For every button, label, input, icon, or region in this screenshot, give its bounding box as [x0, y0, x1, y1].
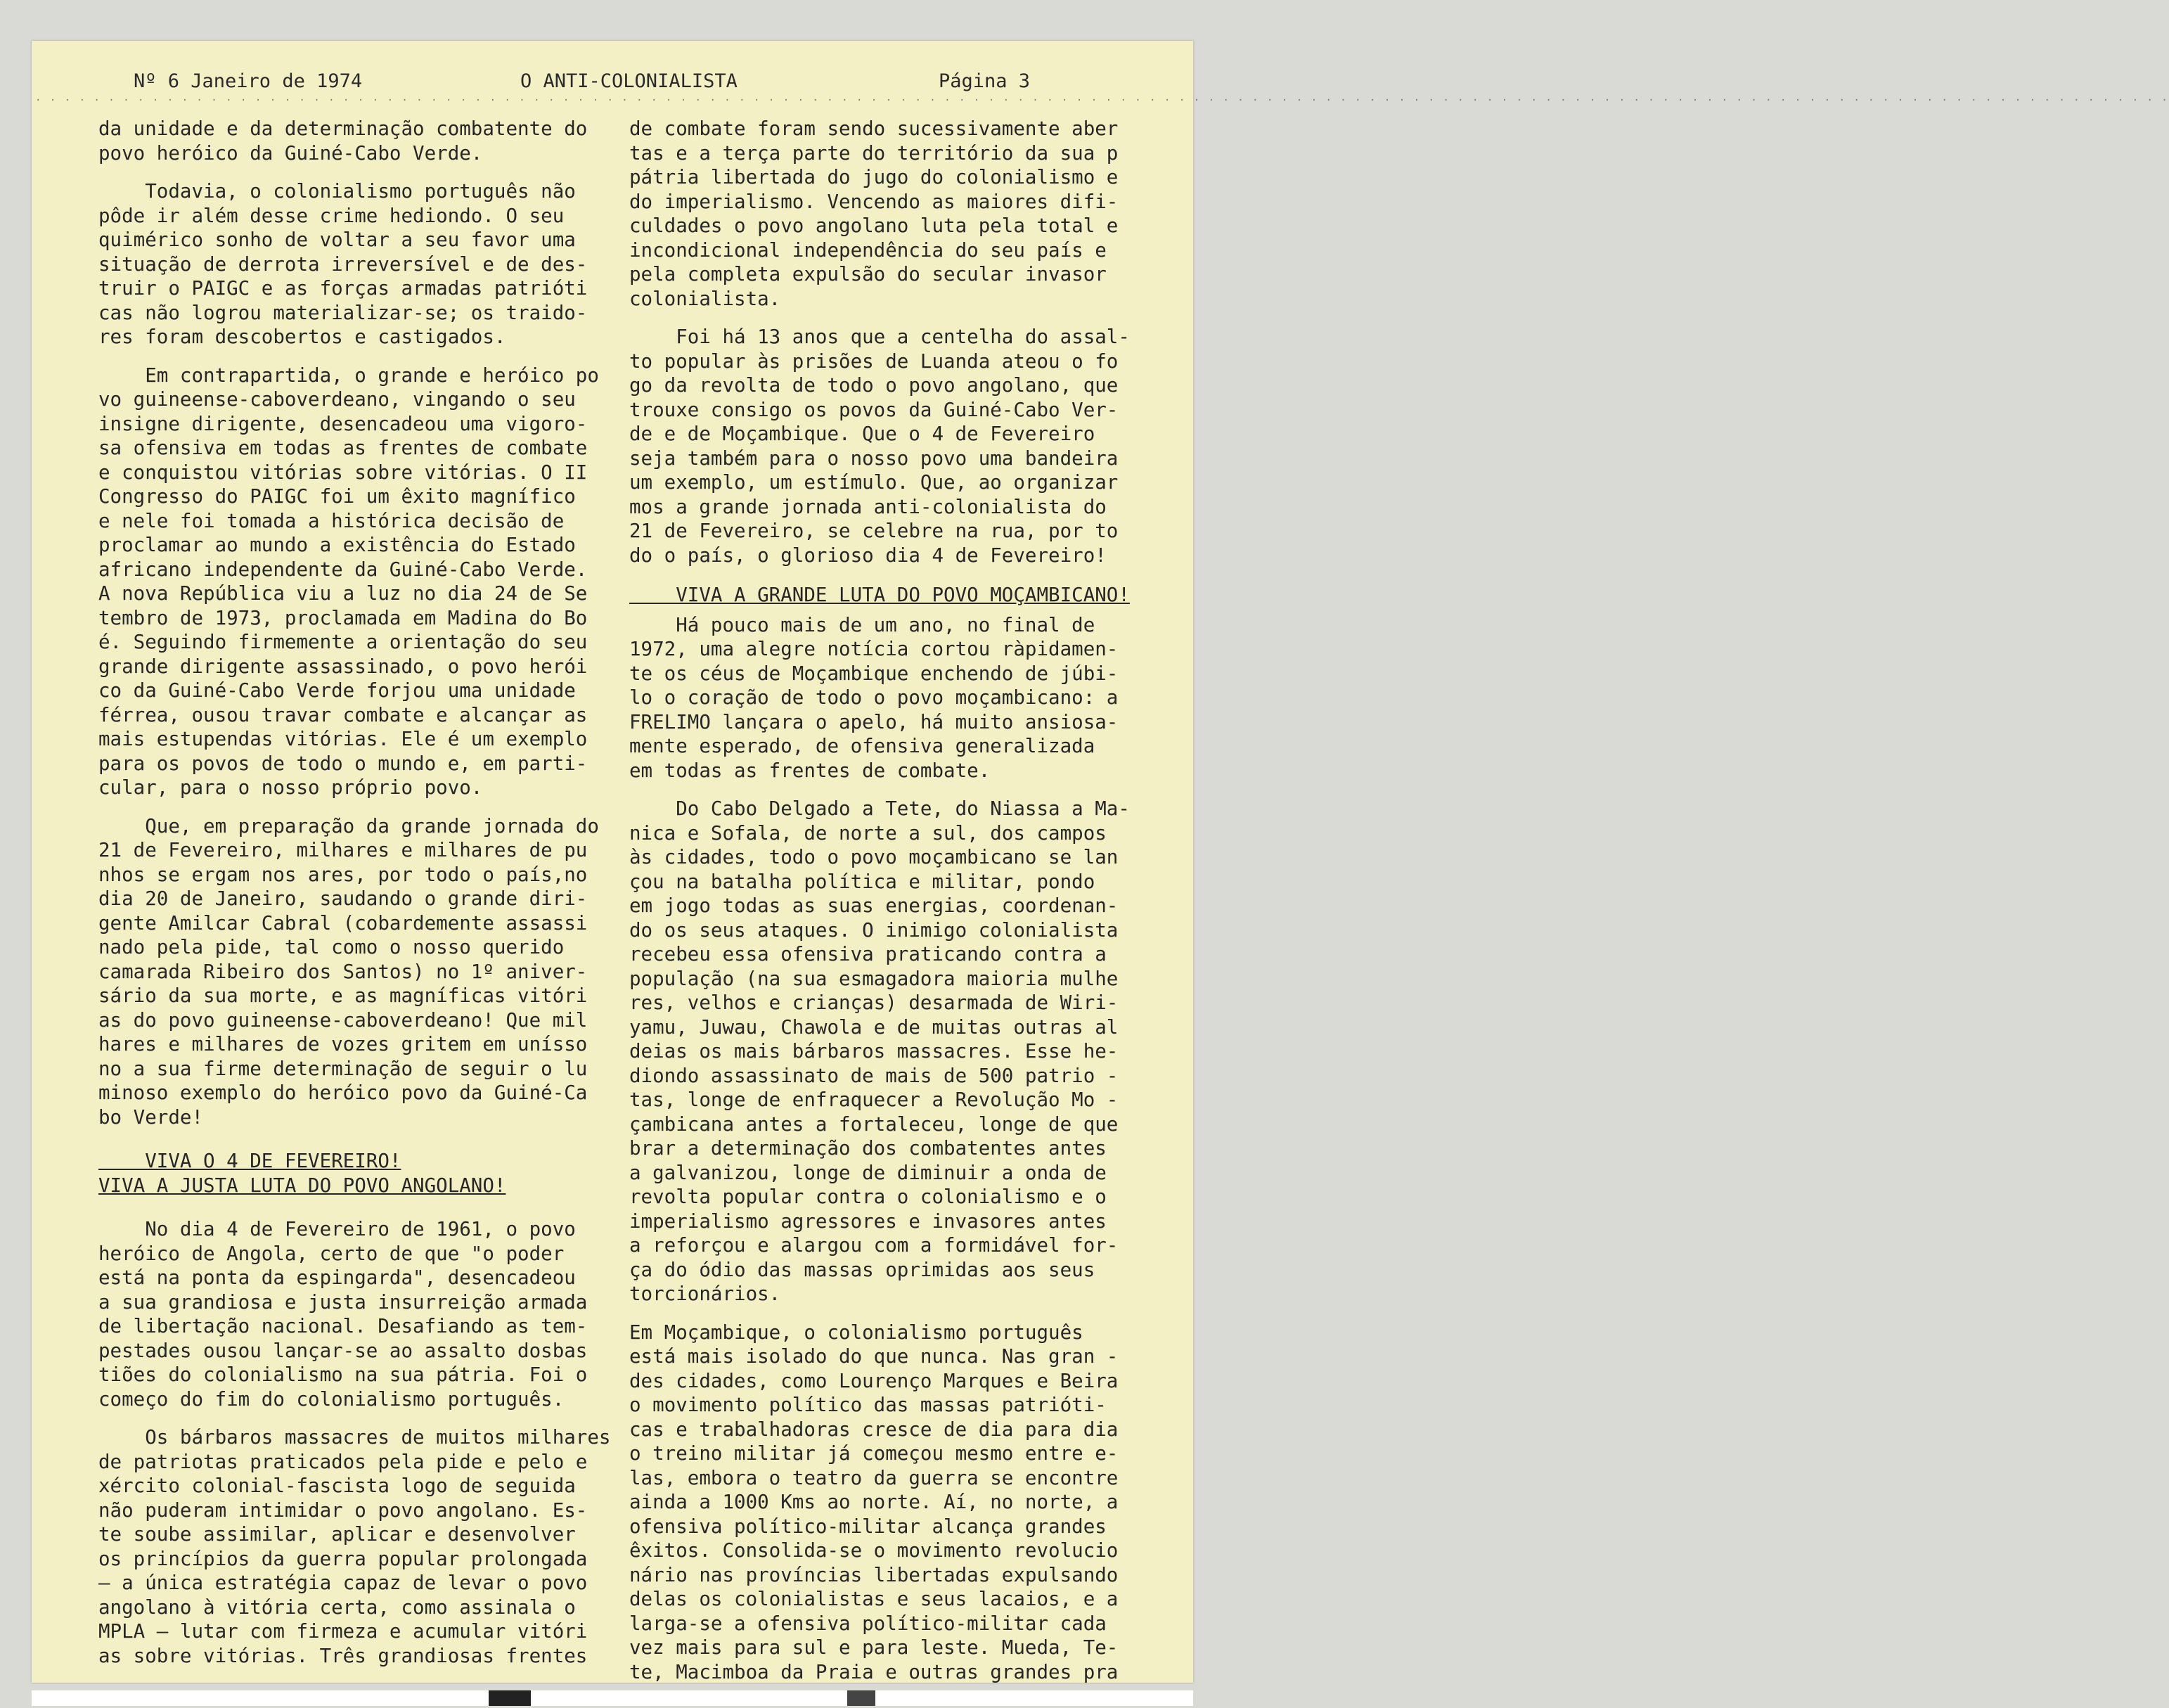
text-line: ofensiva político-militar alcança grandes [629, 1515, 1107, 1538]
text-line: heróico de Angola, certo de que "o poder [98, 1242, 565, 1265]
text-line: da unidade e da determinação combatente do [98, 117, 588, 140]
paragraph-gap [629, 783, 1164, 797]
text-line: las, embora o teatro da guerra se encontre [629, 1466, 1119, 1489]
section-heading: VIVA A JUSTA LUTA DO POVO ANGOLANO! [98, 1174, 506, 1197]
text-line: o treino militar já começou mesmo entre e- [629, 1442, 1119, 1465]
text-line: 21 de Fevereiro, se celebre na rua, por to [629, 520, 1119, 542]
text-line: 1972, uma alegre notícia cortou ràpidamen- [629, 638, 1119, 660]
text-line: o movimento político das massas patrióti- [629, 1394, 1107, 1416]
text-line: No dia 4 de Fevereiro de 1961, o povo [98, 1218, 576, 1240]
text-line: revolta popular contra o colonialismo e o [629, 1186, 1107, 1208]
section-gap [98, 1129, 633, 1149]
text-line: go da revolta de todo o povo angolano, que [629, 374, 1119, 397]
text-line: de e de Moçambique. Que o 4 de Fevereiro [629, 423, 1095, 445]
text-line: xército colonial-fascista logo de seguida [98, 1475, 576, 1497]
color-scale-bar [32, 1690, 1193, 1706]
text-line: 21 de Fevereiro, milhares e milhares de pu [98, 839, 588, 861]
text-line: camarada Ribeiro dos Santos) no 1º aniver- [98, 960, 588, 983]
text-line: a reforçou e alargou com a formidável for- [629, 1234, 1119, 1257]
text-line: imperialismo agressores e invasores antes [629, 1209, 1107, 1233]
paragraph-gap [629, 1306, 1164, 1321]
text-line: tas e a terça parte do território da sua p [629, 141, 1119, 165]
text-line: um exemplo, um estímulo. Que, ao organizar [629, 471, 1119, 494]
text-line: te, Macimboa da Praia e outras grandes pra [629, 1660, 1119, 1683]
text-line: os princípios da guerra popular prolongada [98, 1547, 588, 1570]
section-gap [629, 567, 1164, 583]
text-line: a sua grandiosa e justa insurreição armada [98, 1290, 588, 1314]
text-line: do os seus ataques. O inimigo colonialista [629, 918, 1119, 942]
text-line: recebeu essa ofensiva praticando contra a [629, 943, 1107, 965]
text-line: cular, para o nosso próprio povo. [98, 776, 483, 799]
text-line: larga-se a ofensiva político-militar cada [629, 1612, 1107, 1635]
text-line: pôde ir além desse crime hediondo. O seu [98, 204, 565, 227]
text-line: bo Verde! [98, 1105, 204, 1129]
text-line: as do povo guineense-caboverdeano! Que mil [98, 1008, 588, 1032]
text-line: gente Amilcar Cabral (cobardemente assassi [98, 911, 588, 935]
text-line: sário da sua morte, e as magníficas vitóri [98, 984, 588, 1007]
text-line: dia 20 de Janeiro, saudando o grande diri- [98, 887, 588, 910]
text-line: começo do fim do colonialismo português. [98, 1387, 565, 1411]
text-line: africano independente da Guiné-Cabo Verde. [98, 558, 588, 581]
text-line: çambicana antes a fortaleceu, longe de que [629, 1112, 1119, 1136]
text-line: insigne dirigente, desencadeou uma vigoro- [98, 412, 588, 435]
text-line: diondo assassinato de mais de 500 patrio - [629, 1064, 1119, 1087]
text-line: Todavia, o colonialismo português não [98, 180, 576, 203]
text-line: deias os mais bárbaros massacres. Esse he- [629, 1040, 1119, 1062]
text-line: está mais isolado do que nunca. Nas gran - [629, 1345, 1119, 1368]
text-line: pestades ousou lançar-se ao assalto dosbas [98, 1339, 588, 1362]
text-line: é. Seguindo firmemente a orientação do seu [98, 631, 588, 653]
text-line: Foi há 13 anos que a centelha do assal- [629, 326, 1130, 348]
text-line: te soube assimilar, aplicar e desenvolver [98, 1523, 576, 1546]
text-line: em jogo todas as suas energias, coordenan- [629, 894, 1119, 917]
text-line: ça do ódio das massas oprimidas aos seus [629, 1258, 1095, 1281]
text-line: grande dirigente assassinado, o povo herói [98, 655, 588, 678]
text-line: lo o coração de todo o povo moçambicano: a [629, 686, 1119, 709]
text-line: Do Cabo Delgado a Tete, do Niassa a Ma- [629, 797, 1130, 820]
right-column [629, 117, 1164, 1684]
text-line: A nova República viu a luz no dia 24 de Se [98, 582, 588, 605]
text-line: do imperialismo. Vencendo as maiores difi- [629, 190, 1119, 213]
text-line: te os céus de Moçambique enchendo de júbi- [629, 662, 1119, 685]
text-line: Em contrapartida, o grande e heróico po [98, 364, 599, 387]
text-line: cas não logrou materializar-se; os traido- [98, 301, 588, 324]
paragraph-gap [98, 165, 633, 179]
text-line: hares e milhares de vozes gritem em uníssо [98, 1033, 588, 1055]
text-line: des cidades, como Lourenço Marques e Beira [629, 1369, 1119, 1392]
text-line: cas e trabalhadoras cresce de dia para dia [629, 1418, 1119, 1441]
text-line: colonialista. [629, 287, 781, 310]
text-line: seja também para o nosso povo uma bandeira [629, 447, 1119, 470]
text-line: minoso exemplo do heróico povo da Guiné-Ca [98, 1081, 588, 1104]
text-line: sa ofensiva em todas as frentes de combate [98, 437, 588, 459]
paragraph-gap [98, 349, 633, 364]
text-line: proclamar ao mundo a existência do Estado [98, 534, 576, 556]
text-line: situação de derrota irreversível e de des- [98, 252, 588, 276]
text-line: incondicional independência do seu país e [629, 238, 1107, 262]
text-line: e nele foi tomada a histórica decisão de [98, 509, 565, 532]
text-line: nica e Sofala, de norte a sul, dos campos [629, 821, 1107, 845]
text-line: pela completa expulsão do secular invasor [629, 263, 1107, 285]
text-line: mos a grande jornada anti-colonialista do [629, 495, 1107, 518]
text-line: brar a determinação dos combatentes antes [629, 1137, 1107, 1160]
text-line: de libertação nacional. Desafiando as tem- [98, 1315, 588, 1337]
text-line: nado pela pide, tal como o nosso querido [98, 936, 565, 958]
text-line: do o país, o glorioso dia 4 de Fevereiro! [629, 544, 1107, 567]
header-rule: · · · · · · · · · · · · · · · · · · · · · · · · · · · · · · · · · · · · · · · · · · · · · · · · · · · · · · · · · · · · · · · · · · · · · · · · · · · · · · · · · · · · · · · · · · · · · · · · · · · · · · · · · · · · · · · · · · · · · · · · · · · · · · · · · · · · · · · · · · · · · · · · · · [35, 95, 2169, 106]
left-column [98, 117, 633, 1668]
section-heading: VIVA A GRANDE LUTA DO POVO MOÇAMBICANO! [629, 584, 1130, 606]
text-line: êxitos. Consolida-se o movimento revolucio [629, 1539, 1119, 1562]
text-line: Congresso do PAIGC foi um êxito magnífico [98, 485, 576, 508]
text-line: tiões do colonialismo na sua pátria. Foi o [98, 1363, 588, 1386]
paragraph-gap [629, 311, 1164, 325]
text-line: a galvanizou, longe de diminuir a onda de [629, 1161, 1107, 1184]
text-line: tembro de 1973, proclamada em Madina do Bo [98, 606, 588, 629]
page-number: Página 3 [939, 70, 1031, 92]
text-line: férrea, ousou travar combate e alcançar as [98, 703, 588, 726]
text-line: tas, longe de enfraquecer a Revolução Mo - [629, 1089, 1119, 1111]
text-line: res foram descobertos e castigados. [98, 326, 506, 348]
text-line: angolano à vitória certa, como assinala o [98, 1595, 576, 1619]
text-line: pátria libertada do jugo do colonialismo e [629, 166, 1119, 188]
text-line: — a única estratégia capaz de levar o povo [98, 1572, 588, 1594]
text-line: nário nas províncias libertadas expulsando [629, 1563, 1119, 1586]
text-line: Há pouco mais de um ano, no final de [629, 613, 1095, 636]
text-line: as sobre vitórias. Três grandiosas frentes [98, 1644, 588, 1667]
text-line: to popular às prisões de Luanda ateou o fo [629, 349, 1119, 373]
text-line: Que, em preparação da grande jornada do [98, 814, 599, 837]
text-line: trouxe consigo os povos da Guiné-Cabo Ver- [629, 398, 1119, 421]
text-line: delas os colonialistas e seus lacaios, e a [629, 1588, 1119, 1610]
text-line: de patriotas praticados pela pide e pelo e [98, 1450, 588, 1473]
text-line: Em Moçambique, o colonialismo português [629, 1321, 1083, 1344]
text-line: está na ponta da espingarda", desencadeou [98, 1266, 576, 1289]
text-line: Os bárbaros massacres de muitos milhares [98, 1426, 611, 1449]
section-gap [629, 608, 1164, 613]
text-line: ainda a 1000 Kms ao norte. Aí, no norte, a [629, 1491, 1119, 1513]
issue-date: Nº 6 Janeiro de 1974 [134, 70, 363, 92]
text-line: não puderam intimidar o povo angolano. Es- [98, 1498, 588, 1522]
text-line: culdades o povo angolano luta pela total e [629, 214, 1119, 237]
text-line: povo heróico da Guiné-Cabo Verde. [98, 141, 483, 165]
text-line: vo guineense-caboverdeano, vingando o seu [98, 388, 576, 411]
text-line: torcionários. [629, 1283, 781, 1305]
text-line: co da Guiné-Cabo Verde forjou uma unidade [98, 679, 576, 702]
text-line: para os povos de todo o mundo e, em parti- [98, 752, 588, 775]
text-line: quimérico sonho de voltar a seu favor uma [98, 229, 576, 251]
paragraph-gap [98, 1411, 633, 1425]
text-line: truir o PAIGC e as forças armadas patrióti [98, 277, 588, 300]
newspaper-title: O ANTI-COLONIALISTA [520, 70, 738, 92]
text-line: çou na batalha política e militar, pondo [629, 870, 1095, 893]
text-line: nhos se ergam nos ares, por todo o país,no [98, 863, 588, 886]
section-gap [98, 1197, 633, 1217]
text-line: às cidades, todo o povo moçambicano se lan [629, 846, 1119, 868]
section-heading: VIVA O 4 DE FEVEREIRO! [98, 1150, 401, 1172]
text-line: FRELIMO lançara o apelo, há muito ansiosa- [629, 710, 1119, 733]
text-line: em todas as frentes de combate. [629, 759, 991, 782]
text-line: mente esperado, de ofensiva generalizada [629, 735, 1095, 757]
text-line: MPLA — lutar com firmeza e acumular vitóri [98, 1620, 588, 1643]
text-line: vez mais para sul e para leste. Mueda, Te- [629, 1636, 1119, 1659]
text-line: res, velhos e crianças) desarmada de Wiri- [629, 991, 1119, 1014]
paragraph-gap [98, 800, 633, 814]
text-line: de combate foram sendo sucessivamente aber [629, 117, 1119, 140]
text-line: yamu, Juwau, Chawola e de muitas outras al [629, 1015, 1119, 1039]
text-line: população (na sua esmagadora maioria mulhe [629, 967, 1119, 990]
text-line: no a sua firme determinação de seguir o lu [98, 1057, 588, 1080]
text-line: mais estupendas vitórias. Ele é um exemplo [98, 728, 588, 750]
text-line: e conquistou vitórias sobre vitórias. O II [98, 461, 588, 484]
